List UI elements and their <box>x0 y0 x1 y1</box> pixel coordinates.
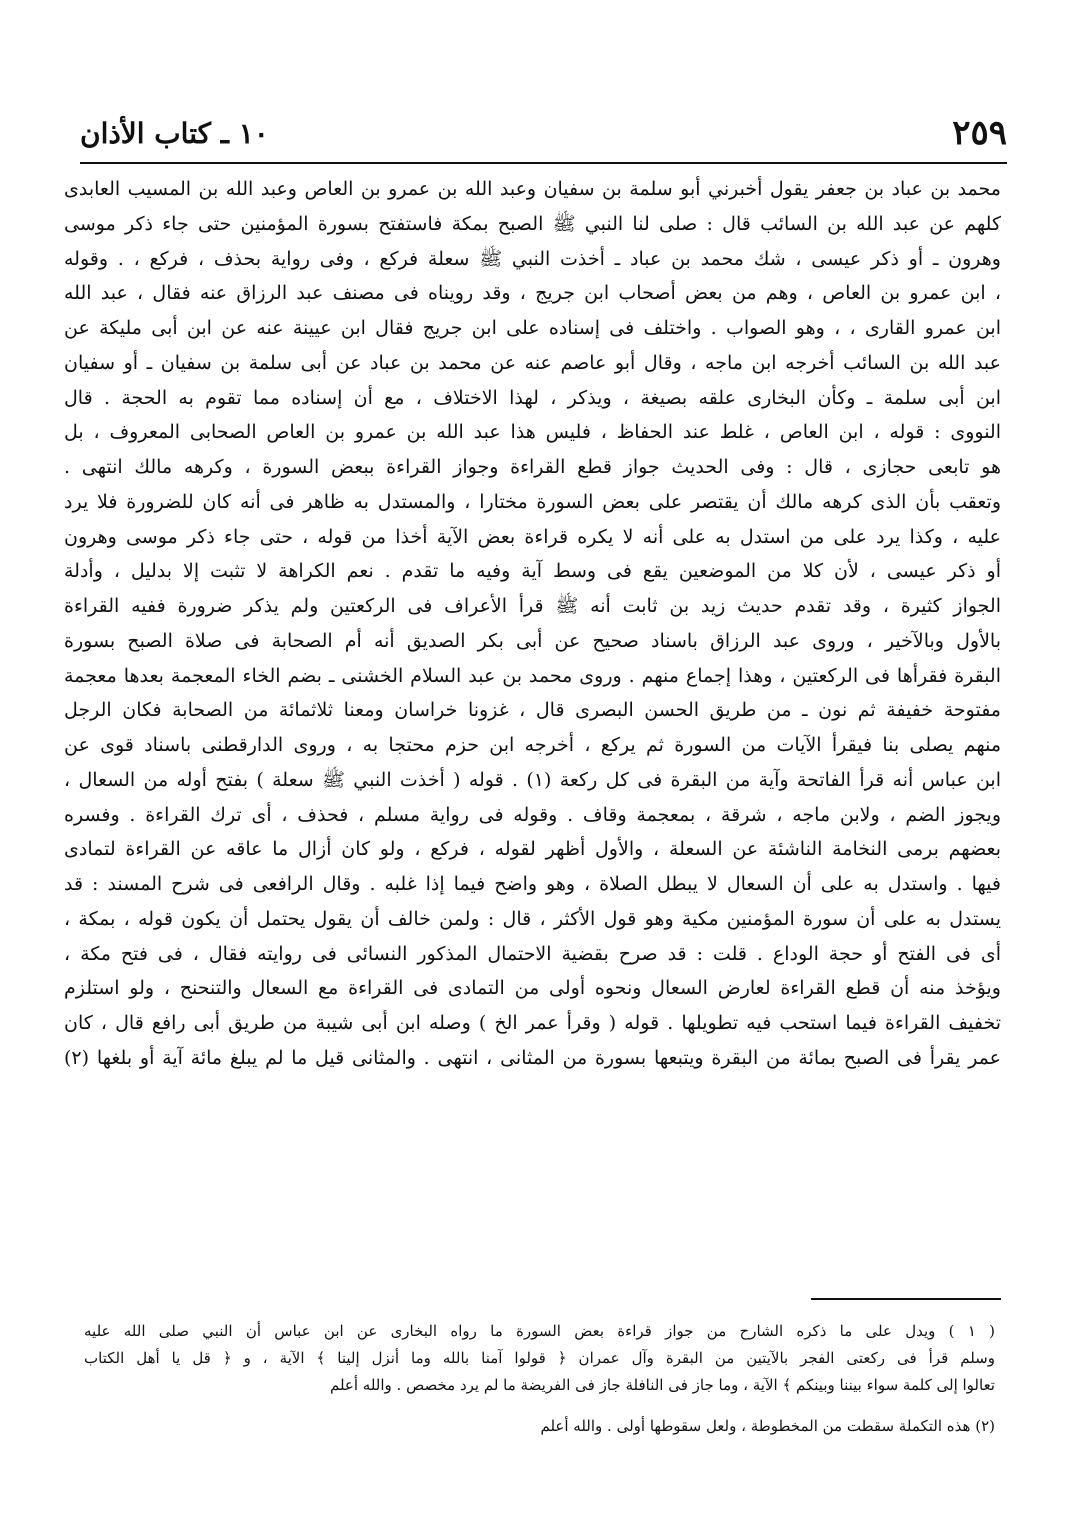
page-header <box>80 108 1007 164</box>
text-line: ابن عباس أنه قرأ الفاتحة وآية من البقرة فى كل ركعة (١) . قوله ( أخذت النبي ﷺ سعلة ) بفتح أوله من السعال ، <box>64 768 1001 791</box>
text-line: ، ابن عمرو بن العاص ، وهم من بعض أصحاب ابن جريج ، وقد رويناه فى مصنف عبد الرزاق عنه فقال ، عبد الله <box>64 282 1001 305</box>
text-line: فيها . واستدل به على أن السعال لا يبطل الصلاة ، وهو واضح فيما إذا غلبه . وقال الرافعى فى شرح المسند : قد <box>64 873 1001 895</box>
footnote-divider <box>811 1298 1001 1300</box>
text-line: منهم يصلى بنا فيقرأ الآيات من السورة ثم يركع ، أخرجه ابن حزم محتجا به ، وروى الدارقطنى باسناد قوى عن <box>64 734 1001 756</box>
text-line: النووى : قوله ، ابن العاص ، غلط عند الحفاظ ، فليس هذا عبد الله بن عمرو بن العاص الصحابى المعروف ، بل <box>64 421 1001 444</box>
text-line: عليه ، وكذا يرد على من استدل به على أنه لا يكره قراءة بعض الآية أخذا من قوله ، حتى جاء ذكر موسى وهرون <box>64 525 1001 548</box>
footnote-line: وسلم قرأ فى ركعتى الفجر بالآيتين من البقرة وآل عمران ﴿ قولوا آمنا بالله وما أنزل إلينا ﴾ الآية ، و ﴿ قل يا أهل الكتاب <box>84 1349 995 1367</box>
text-line: تخفيف القراءة فيما استحب فيه تطويلها . قوله ( وقرأ عمر الخ ) وصله ابن أبى شيبة من طريق أبى رافع قال ، كان <box>64 1012 1001 1034</box>
text-line: هو تابعى حجازى ، قال : وفى الحديث جواز قطع القراءة وجواز القراءة ببعض السورة ، وكرهه مالك انتهى . <box>64 456 1001 478</box>
footnote-spacer <box>84 1399 995 1413</box>
footnote-line: ( ١ ) ويدل على ما ذكره الشارح من جواز قراءة بعض السورة ما رواه البخارى عن ابن عباس أن النبي صلى الله عليه <box>84 1322 995 1340</box>
text-line: بالأول وبالآخير ، وروى عبد الرزاق باسناد صحيح عن أبى بكر الصديق أنه أم الصحابة فى صلاة الصبح بسورة <box>64 629 1001 652</box>
text-line: كلهم عن عبد الله بن السائب قال : صلى لنا النبي ﷺ الصبح بمكة فاستفتح بسورة المؤمنين حتى جاء ذكر موسى <box>64 212 1001 235</box>
chapter-title: ١٠ ـ كتاب الأذان <box>80 117 269 150</box>
text-line: يستدل به على أن سورة المؤمنين مكية وهو قول الأكثر ، قال : ولمن خالف أن يقول يحتمل أن يكون قوله ، بمكة ، <box>64 907 1001 930</box>
text-line: بعضهم برمى النخامة الناشئة عن السعلة ، والأول أظهر لقوله ، فركع ، ولو كان أزال ما عاقه عن القراءة لتمادى <box>64 838 1001 861</box>
text-line: محمد بن عباد بن جعفر يقول أخبرني أبو سلمة بن سفيان وعبد الله بن عمرو بن العاص وعبد الله بن المسيب العابدى <box>64 178 1001 200</box>
text-line: ابن أبى سلمة ـ وكأن البخارى علقه بصيغة ، ويذكر ، لهذا الاختلاف ، مع أن إسناده مما تقوم به الحجة . قال <box>64 386 1001 409</box>
page-number: ٢٥٩ <box>952 113 1007 153</box>
text-line: الجواز كثيرة ، وقد تقدم حديث زيد بن ثابت أنه ﷺ قرأ الأعراف فى الركعتين ولم يذكر ضرورة ففيه القراءة <box>64 595 1001 617</box>
text-line: أو ذكر عيسى ، لأن كلا من الموضعين يقع فى وسط آية وفيه ما تقدم . نعم الكراهة لا تثبت إلا بدليل ، وأدلة <box>64 560 1001 583</box>
text-line: البقرة فقرأها فى الركعتين ، وهذا إجماع منهم . وروى محمد بن عبد السلام الخشنى ـ بضم الخاء المعجمة بعدها معجمة <box>64 664 1001 687</box>
text-line: ويؤخذ منه أن قطع القراءة لعارض السعال ونحوه أولى من التمادى فى القراءة مع السعال والتنحنح ، ولو استلزم <box>64 977 1001 1000</box>
text-line: أى فى الفتح أو حجة الوداع . قلت : قد صرح بقضية الاحتمال المذكور النسائى فى روايته فقال ، فى فتح مكة ، <box>64 942 1001 965</box>
text-line: مفتوحة خفيفة ثم نون ـ من طريق الحسن البصرى قال ، غزونا خراسان ومعنا ثلاثمائة من الصحابة فكان الرجل <box>64 699 1001 722</box>
footnote-line: تعالوا إلى كلمة سواء بيننا وبينكم ﴾ الآية ، وما جاز فى النافلة جاز فى الفريضة ما لم يرد مخصص . والله أعلم <box>329 1376 995 1394</box>
text-line: عبد الله بن السائب أخرجه ابن ماجه ، وقال أبو عاصم عنه عن محمد بن عباد عن أبى سلمة بن سفيان ـ أو سفيان <box>64 351 1001 374</box>
text-line: عمر يقرأ فى الصبح بمائة من البقرة ويتبعها بسورة من المثانى ، انتهى . والمثانى قيل ما لم يبلغ مائة آية أو بلغها (٢) <box>64 1046 1001 1069</box>
footnotes <box>84 1318 995 1440</box>
text-line: وهرون ـ أو ذكر عيسى ، شك محمد بن عباد ـ أخذت النبي ﷺ سعلة فركع ، وفى رواية بحذف ، فركع ، . وقوله <box>64 247 1001 270</box>
footnote-line: (٢) هذه التكملة سقطت من المخطوطة ، ولعل سقوطها أولى . والله أعلم <box>540 1417 995 1435</box>
text-line: وتعقب بأن الذى كرهه مالك أن يقتصر على بعض السورة مختارا ، والمستدل به ظاهر فى أنه كان للضرورة فلا يرد <box>64 490 1001 513</box>
main-text <box>64 172 1001 1284</box>
text-line: ابن عمرو القارى ، ، وهو الصواب . واختلف فى إسناده على ابن جريج فقال ابن عيينة عنه عن ابن أبى مليكة عن <box>64 317 1001 339</box>
text-line: ويجوز الضم ، ولابن ماجه ، شرقة ، بمعجمة وقاف . وقوله فى رواية مسلم ، فحذف ، أى ترك القراءة . وفسره <box>64 803 1001 826</box>
